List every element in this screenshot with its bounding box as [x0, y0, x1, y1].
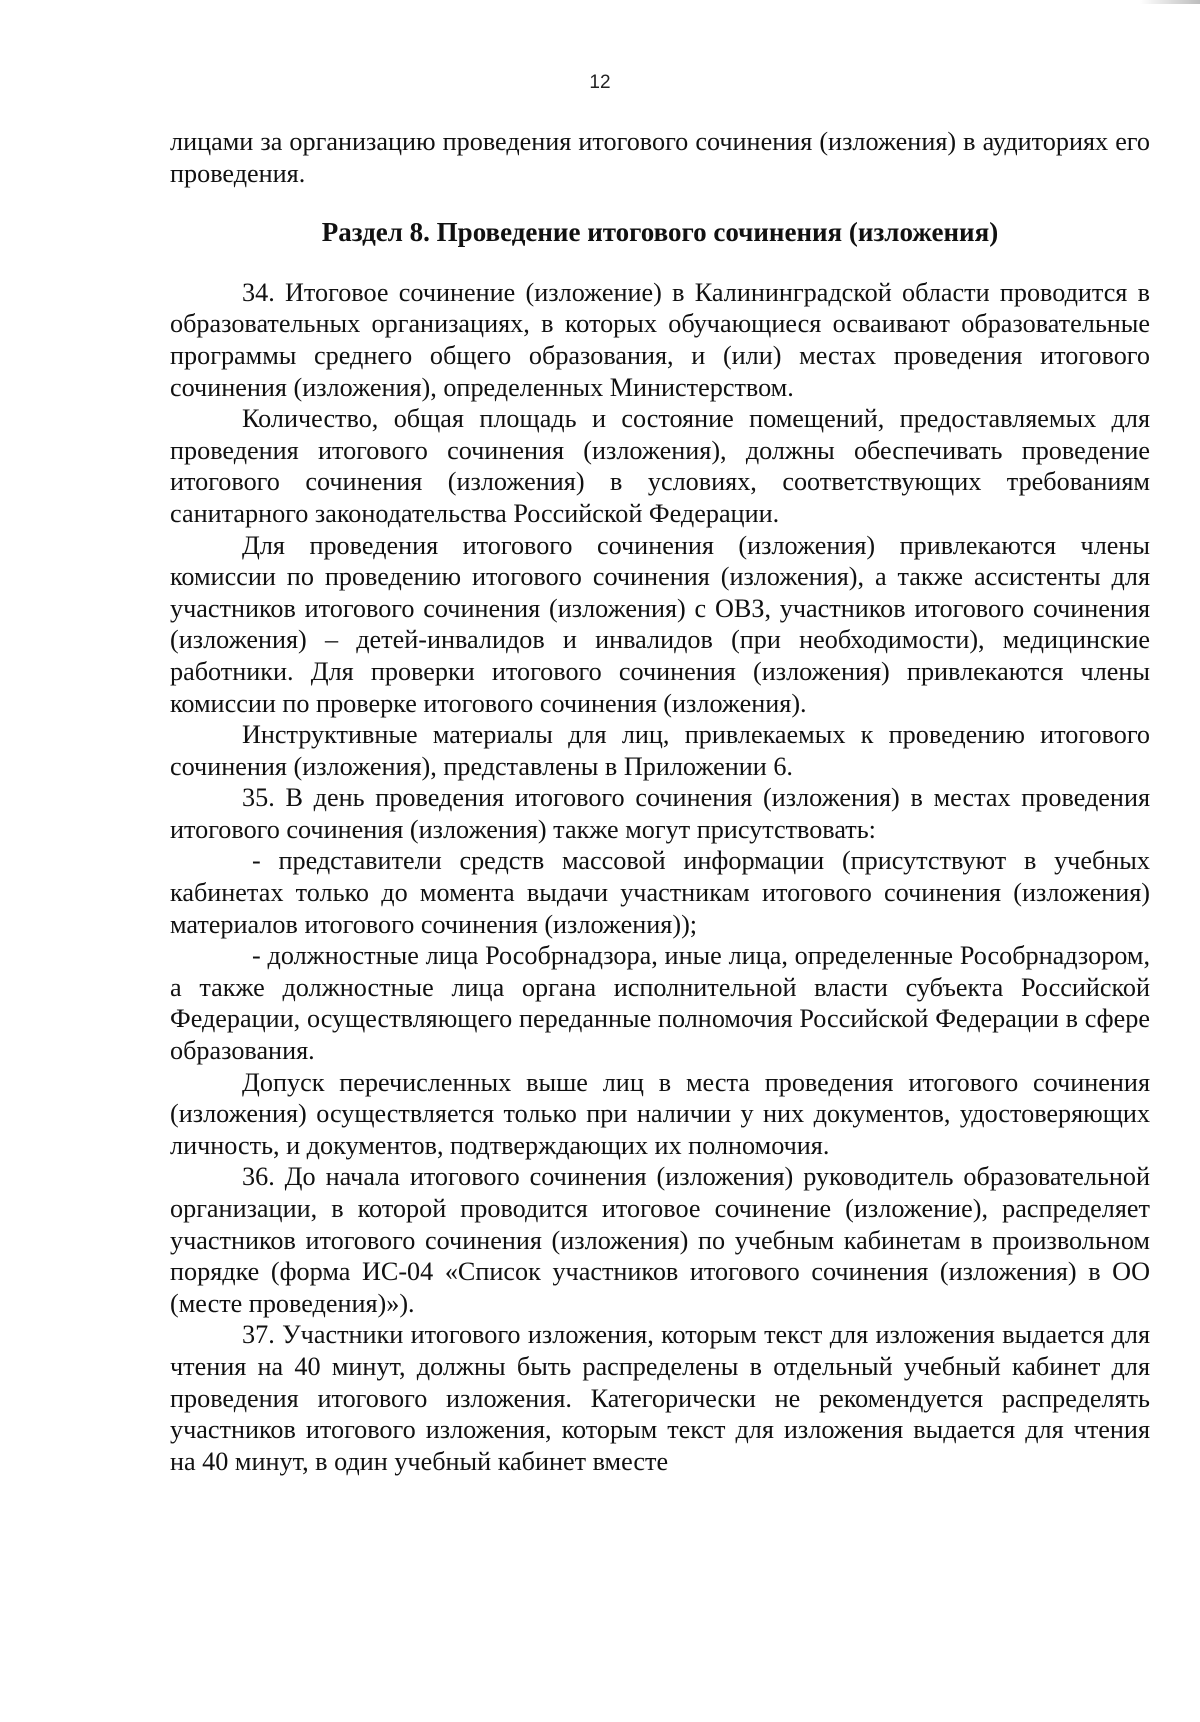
continuation-paragraph: лицами за организацию проведения итогового сочинения (изложения) в аудиториях его проведения.	[170, 127, 1150, 188]
paragraph-admission: Допуск перечисленных выше лиц в места проведения итогового сочинения (изложения) осуществляется только при наличии у них документов, удостоверяющих личность, и документов, подтверждающих их полномочия.	[170, 1067, 1150, 1160]
paragraph-premises: Количество, общая площадь и состояние помещений, предоставляемых для проведения итогового сочинения (изложения), должны обеспечивать проведение итогового сочинения (изложения) в условиях, соответствующих требованиям санитарного законодательства Российской Федерации.	[170, 404, 1150, 528]
paragraph-participants: Для проведения итогового сочинения (изложения) привлекаются члены комиссии по проведению итогового сочинения (изложения), а также ассистенты для участников итогового сочинения (изложения) с ОВЗ, участников итогового сочинения (изложения) – детей-инвалидов и инвалидов (при необходимости), медицинские работники. Для проверки итогового сочинения (изложения) привлекаются члены комиссии по проверке итогового сочинения (изложения).	[170, 530, 1150, 718]
list-item-officials: - должностные лица Рособрнадзора, иные лица, определенные Рособрнадзором, а также должностные лица органа исполнительной власти субъекта Российской Федерации, осуществляющего переданные полномочия Российской Федерации в сфере образования.	[170, 941, 1150, 1066]
document-body	[170, 126, 1150, 1477]
list-item-media: - представители средств массовой информации (присутствуют в учебных кабинетах только до момента выдачи участникам итогового сочинения (изложения) материалов итогового сочинения (изложения));	[170, 846, 1150, 939]
paragraph-instructions: Инструктивные материалы для лиц, привлекаемых к проведению итогового сочинения (изложения), представлены в Приложении 6.	[170, 720, 1150, 781]
page-number: 12	[589, 72, 611, 93]
paragraph-34: 34. Итоговое сочинение (изложение) в Калининградской области проводится в образовательных организациях, в которых обучающиеся осваивают образовательные программы среднего общего образования, и (или) местах проведения итогового сочинения (изложения), определенных Министерством.	[170, 277, 1150, 402]
paragraph-35: 35. В день проведения итогового сочинения (изложения) в местах проведения итогового сочинения (изложения) также могут присутствовать:	[170, 783, 1150, 844]
scan-edge-mark	[1140, 0, 1200, 4]
paragraph-36: 36. До начала итогового сочинения (изложения) руководитель образовательной организации, в которой проводится итоговое сочинение (изложение), распределяет участников итогового сочинения (изложения) по учебным кабинетам в произвольном порядке (форма ИС-04 «Список участников итогового сочинения (изложения) в ОО (месте проведения)»).	[170, 1162, 1150, 1318]
section-heading: Раздел 8. Проведение итогового сочинения (изложения)	[321, 217, 999, 248]
paragraph-37: 37. Участники итогового изложения, которым текст для изложения выдается для чтения на 40 минут, должны быть распределены в отдельный учебный кабинет для проведения итогового изложения. Категорически не рекомендуется распределять участников итогового изложения, которым текст для изложения выдается для чтения на 40 минут, в один учебный кабинет вместе	[170, 1320, 1150, 1476]
